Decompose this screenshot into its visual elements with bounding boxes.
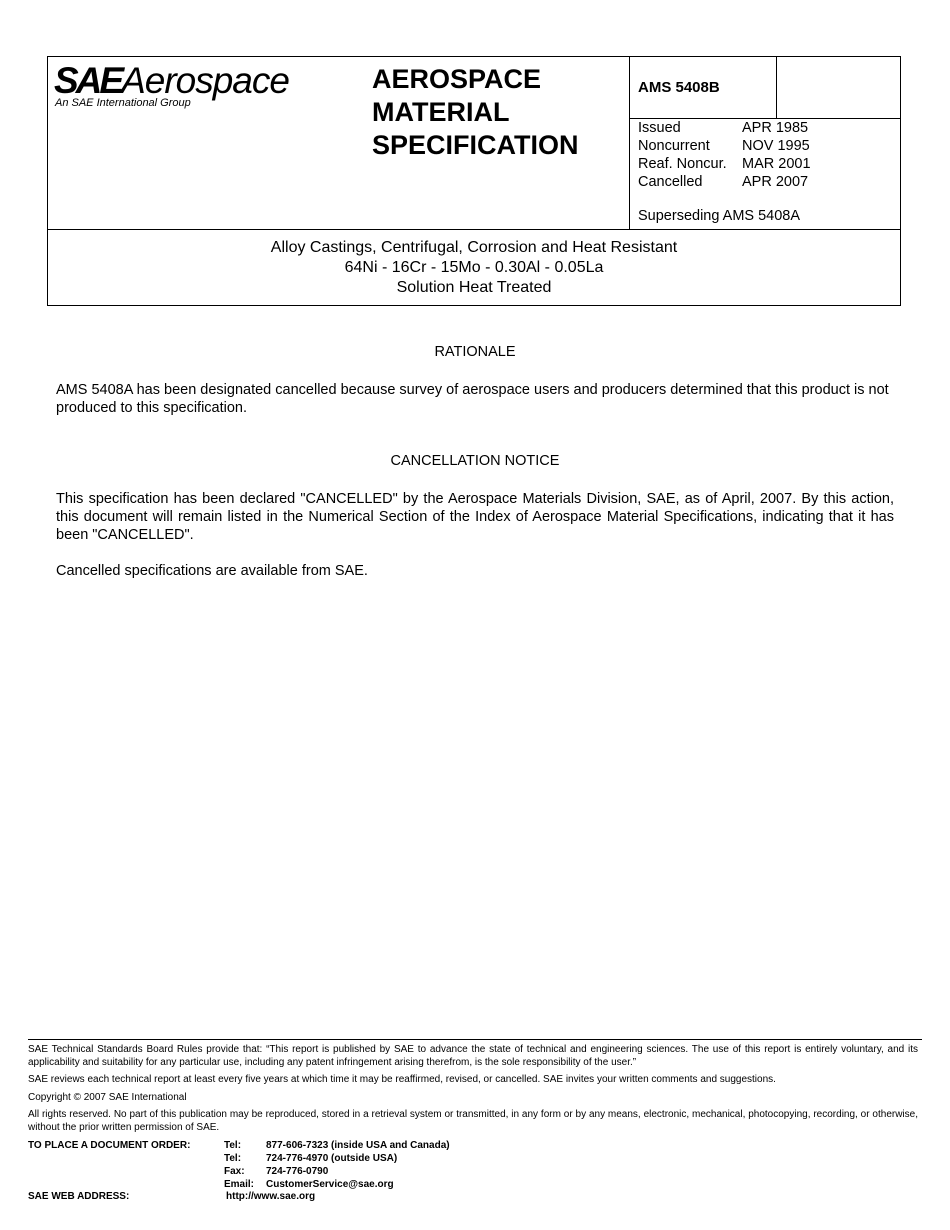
rationale-paragraph: AMS 5408A has been designated cancelled because survey of aerospace users and producers determined that this product is not produced to this specification.: [56, 382, 889, 416]
contact-line: [224, 1139, 450, 1152]
date-value: NOV 1995: [742, 138, 810, 154]
logo-tagline: An SAE International Group: [55, 97, 191, 109]
contact-value: 877-606-7323 (inside USA and Canada): [266, 1140, 450, 1151]
footer-rights: All rights reserved. No part of this publication may be reproduced, stored in a retrieval system or transmitted, in any form or by any means, electronic, mechanical, photocopying, recording, or otherwise, without the prior written permission of SAE.: [28, 1109, 918, 1133]
date-label: Reaf. Noncur.: [638, 156, 727, 172]
logo-wordmark: [54, 60, 289, 102]
web-address-label: SAE WEB ADDRESS:: [28, 1191, 130, 1202]
contact-key: Email:: [224, 1179, 255, 1190]
document-type-title: [372, 63, 622, 162]
footer-board-rules: SAE Technical Standards Board Rules provide that: “This report is published by SAE to advance the state of technical and engineering sciences. The use of this report is entirely voluntary, and its applicability and suitability for any particular use, including any patent infringement arising therefrom, is the sole responsibility of the user.”: [28, 1044, 918, 1068]
contact-email[interactable]: CustomerService@sae.org: [266, 1179, 394, 1190]
footer-copyright: Copyright © 2007 SAE International: [28, 1092, 187, 1103]
spec-info-cell: [629, 57, 901, 229]
date-row-noncurrent: [638, 137, 811, 155]
spec-number-blank-cell: [776, 57, 902, 118]
contact-line: [224, 1178, 450, 1191]
subject-line: Alloy Castings, Centrifugal, Corrosion and Heat Resistant: [270, 239, 678, 256]
date-label: Cancelled: [638, 174, 703, 190]
subject-line: 64Ni - 16Cr - 15Mo - 0.30Al - 0.05La: [344, 259, 604, 276]
cancellation-heading: CANCELLATION NOTICE: [390, 453, 560, 469]
date-value: APR 1985: [742, 120, 809, 136]
date-row-cancelled: [638, 173, 811, 191]
cancellation-paragraph: This specification has been declared "CANCELLED" by the Aerospace Materials Division, SAE, as of April, 2007. By this action, this document will remain listed in the Numerical Section of the Index of Aerospace Material Specifications, indicating that it has been "CANCELLED".: [56, 491, 894, 543]
title-line: SPECIFICATION: [372, 130, 579, 160]
subject-line: Solution Heat Treated: [396, 279, 552, 296]
logo-product: Aerospace: [121, 60, 289, 101]
logo-brand: SAE: [54, 60, 122, 101]
rationale-heading: RATIONALE: [434, 344, 516, 360]
contact-list: [224, 1139, 450, 1191]
header-box: [47, 56, 901, 306]
title-line: AEROSPACE: [372, 64, 542, 94]
date-history: [638, 119, 811, 191]
footer-divider: [28, 1039, 922, 1040]
superseding-note: Superseding AMS 5408A: [638, 208, 801, 224]
contact-line: [224, 1152, 450, 1165]
sae-aerospace-logo: [48, 57, 368, 229]
date-label: Noncurrent: [638, 138, 710, 154]
date-row-issued: [638, 119, 811, 137]
date-value: MAR 2001: [742, 156, 811, 172]
contact-key: Fax:: [224, 1166, 245, 1177]
date-row-reaffirmed: [638, 155, 811, 173]
contact-key: Tel:: [224, 1153, 242, 1164]
availability-paragraph: Cancelled specifications are available from SAE.: [56, 563, 368, 579]
date-label: Issued: [638, 120, 681, 136]
contact-key: Tel:: [224, 1140, 242, 1151]
spec-number: AMS 5408B: [638, 79, 720, 96]
footer-review-note: SAE reviews each technical report at least every five years at which time it may be reaffirmed, revised, or cancelled. SAE invites your written comments and suggestions.: [28, 1074, 776, 1085]
contact-value: 724-776-0790: [266, 1166, 329, 1177]
order-label: TO PLACE A DOCUMENT ORDER:: [28, 1140, 191, 1151]
subject-row: [48, 230, 900, 306]
title-line: MATERIAL: [372, 97, 510, 127]
web-address-link[interactable]: http://www.sae.org: [226, 1191, 316, 1202]
contact-line: [224, 1165, 450, 1178]
contact-value: 724-776-4970 (outside USA): [266, 1153, 398, 1164]
date-value: APR 2007: [742, 174, 809, 190]
header-top-row: [48, 57, 900, 230]
spec-number-row: [630, 57, 901, 119]
